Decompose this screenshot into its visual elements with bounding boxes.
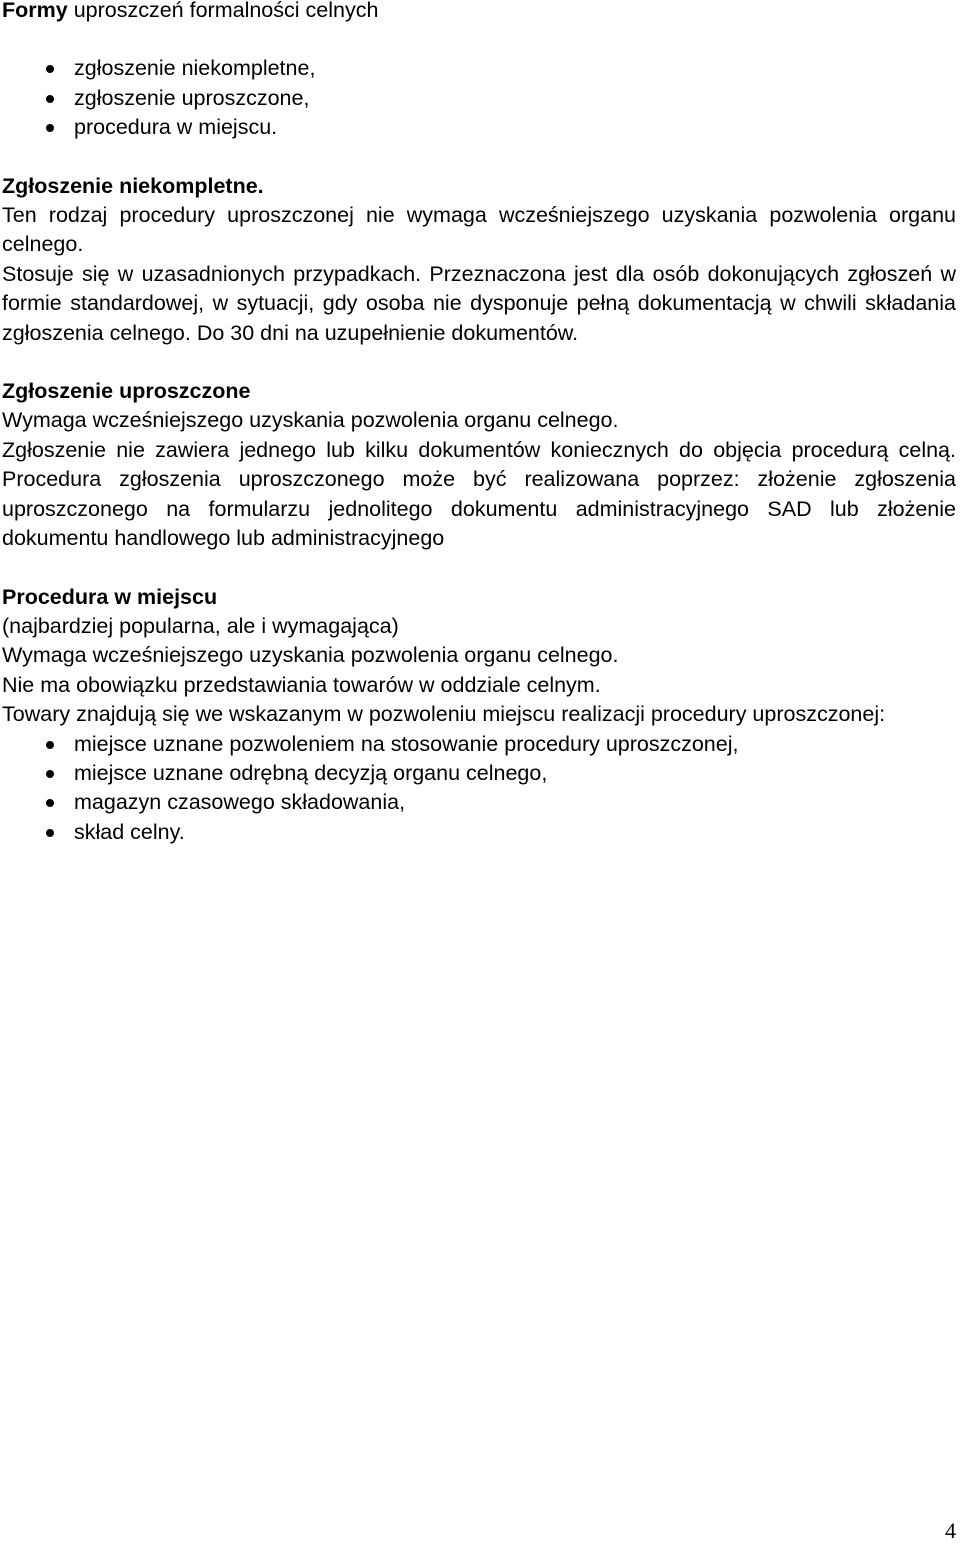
- list-item-text: miejsce uznane pozwoleniem na stosowanie procedury uproszczonej,: [74, 731, 739, 756]
- bullet-icon: [46, 770, 54, 778]
- section-paragraph: Ten rodzaj procedury uproszczonej nie wymaga wcześniejszego uzyskania pozwolenia organu celnego.: [2, 203, 956, 257]
- list-item-text: procedura w miejscu.: [74, 115, 278, 140]
- bullet-icon: [46, 741, 54, 749]
- list-item-text: zgłoszenie uproszczone,: [74, 85, 310, 110]
- section-line: Wymaga wcześniejszego uzyskania pozwolenia organu celnego.: [2, 408, 619, 433]
- title-bold-part: Formy: [2, 0, 68, 22]
- list-item: [2, 113, 956, 142]
- bullet-icon: [46, 829, 54, 837]
- section-heading-local-procedure: Procedura w miejscu: [2, 584, 218, 609]
- list-item-text: skład celny.: [74, 819, 185, 844]
- spacer: [2, 143, 956, 172]
- list-item: [2, 759, 956, 788]
- list-item-text: miejsce uznane odrębną decyzją organu celnego,: [74, 760, 548, 785]
- section-paragraph: Zgłoszenie nie zawiera jednego lub kilku dokumentów koniecznych do objęcia procedurą celną. Procedura zgłoszenia uproszczonego może być realizowana poprzez: złożenie zgłoszenia uproszczonego na formularzu jednolitego dokumentu administracyjnego SAD lub złożenie dokumentu handlowego lub administracyjnego: [2, 437, 956, 551]
- list-item: [2, 818, 956, 847]
- document-page: [2, 0, 956, 847]
- list-item: [2, 84, 956, 113]
- list-item: [2, 54, 956, 83]
- spacer: [2, 554, 956, 583]
- section-heading-simplified: Zgłoszenie uproszczone: [2, 379, 251, 404]
- spacer: [2, 25, 956, 54]
- section-heading-incomplete: Zgłoszenie niekompletne.: [2, 173, 264, 198]
- intro-list: [2, 54, 956, 142]
- bullet-icon: [46, 799, 54, 807]
- section-paragraph: Stosuje się w uzasadnionych przypadkach. Przeznaczona jest dla osób dokonujących zgłoszeń w formie standardowej, w sytuacji, gdy osoba nie dysponuje pełną dokumentacją w chwili składania zgłoszenia celnego. Do 30 dni na uzupełnienie dokumentów.: [2, 261, 956, 345]
- bullet-icon: [46, 124, 54, 132]
- section-line: (najbardziej popularna, ale i wymagająca): [2, 613, 399, 638]
- document-title: [2, 0, 956, 25]
- section-paragraph: Towary znajdują się we wskazanym w pozwoleniu miejscu realizacji procedury uproszczonej:: [2, 702, 886, 727]
- locations-list: [2, 730, 956, 848]
- list-item-text: zgłoszenie niekompletne,: [74, 56, 316, 81]
- list-item: [2, 788, 956, 817]
- title-rest-part: uproszczeń formalności celnych: [67, 0, 379, 22]
- section-line: Wymaga wcześniejszego uzyskania pozwolenia organu celnego.: [2, 643, 619, 668]
- bullet-icon: [46, 65, 54, 73]
- list-item: [2, 730, 956, 759]
- spacer: [2, 348, 956, 377]
- page-number: 4: [945, 1518, 956, 1543]
- section-line: Nie ma obowiązku przedstawiania towarów w oddziale celnym.: [2, 672, 601, 697]
- list-item-text: magazyn czasowego składowania,: [74, 790, 406, 815]
- bullet-icon: [46, 95, 54, 103]
